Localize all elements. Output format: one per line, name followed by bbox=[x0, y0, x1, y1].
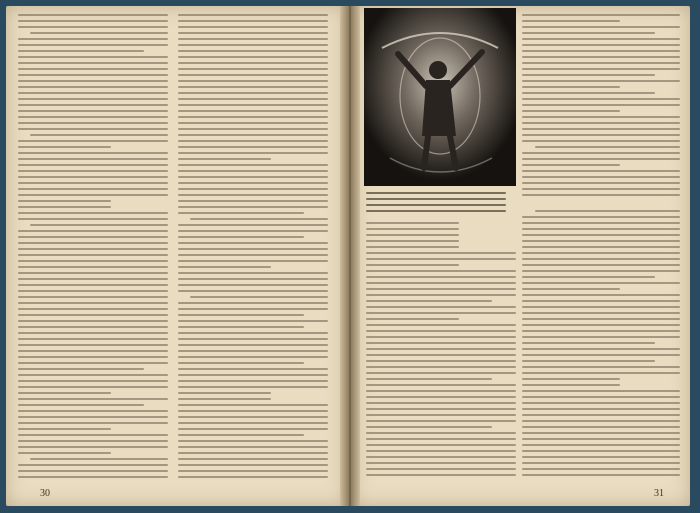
text-line bbox=[18, 38, 168, 40]
text-line bbox=[18, 14, 168, 16]
text-line bbox=[178, 152, 328, 154]
right-page-text-column-2 bbox=[522, 210, 680, 484]
text-line bbox=[18, 194, 168, 196]
text-line bbox=[522, 426, 680, 428]
text-line bbox=[522, 158, 680, 160]
text-line bbox=[18, 218, 168, 220]
text-line bbox=[18, 260, 168, 262]
text-line bbox=[178, 416, 328, 418]
text-line bbox=[178, 374, 328, 376]
text-line bbox=[18, 98, 168, 100]
text-line bbox=[178, 278, 328, 280]
text-line bbox=[178, 428, 328, 430]
text-line bbox=[178, 242, 328, 244]
text-line bbox=[18, 50, 144, 52]
text-line bbox=[18, 302, 168, 304]
text-line bbox=[30, 134, 168, 136]
text-line bbox=[178, 110, 328, 112]
text-line bbox=[522, 38, 680, 40]
text-line bbox=[18, 344, 168, 346]
text-line bbox=[178, 20, 328, 22]
text-line bbox=[18, 446, 168, 448]
text-line bbox=[522, 152, 680, 154]
text-line bbox=[18, 410, 168, 412]
text-line bbox=[18, 122, 168, 124]
text-line bbox=[178, 38, 328, 40]
text-line bbox=[18, 68, 168, 70]
text-line bbox=[178, 92, 328, 94]
text-line bbox=[18, 248, 168, 250]
text-line bbox=[366, 378, 492, 380]
text-line bbox=[522, 14, 680, 16]
text-line bbox=[522, 122, 680, 124]
text-line bbox=[178, 434, 304, 436]
text-line bbox=[522, 116, 680, 118]
figure-photograph bbox=[364, 8, 516, 186]
text-line bbox=[522, 98, 680, 100]
text-line bbox=[18, 440, 168, 442]
text-line bbox=[18, 368, 144, 370]
text-line bbox=[178, 464, 328, 466]
text-line bbox=[366, 408, 516, 410]
text-line bbox=[522, 408, 680, 410]
page-number-left: 30 bbox=[40, 488, 50, 499]
text-line bbox=[522, 294, 680, 296]
text-line bbox=[18, 476, 168, 478]
text-line bbox=[18, 20, 168, 22]
text-line bbox=[366, 210, 506, 212]
text-line bbox=[366, 402, 516, 404]
text-line bbox=[522, 62, 680, 64]
text-line bbox=[18, 230, 168, 232]
text-line bbox=[522, 110, 620, 112]
text-line bbox=[366, 330, 516, 332]
text-line bbox=[178, 212, 304, 214]
text-line bbox=[522, 306, 680, 308]
text-line bbox=[18, 314, 168, 316]
text-line bbox=[522, 86, 620, 88]
text-line bbox=[18, 44, 168, 46]
text-line bbox=[366, 306, 516, 308]
text-line bbox=[522, 20, 620, 22]
text-line bbox=[18, 182, 168, 184]
text-line bbox=[178, 308, 328, 310]
text-line bbox=[522, 228, 680, 230]
text-line bbox=[178, 140, 328, 142]
text-line bbox=[366, 240, 459, 242]
text-line bbox=[522, 264, 680, 266]
text-line bbox=[178, 344, 328, 346]
text-line bbox=[18, 56, 168, 58]
text-line bbox=[522, 182, 680, 184]
text-line bbox=[522, 74, 655, 76]
text-line bbox=[178, 290, 328, 292]
text-line bbox=[522, 366, 680, 368]
text-line bbox=[522, 104, 680, 106]
text-line bbox=[522, 444, 680, 446]
text-line bbox=[18, 422, 168, 424]
text-line bbox=[178, 62, 328, 64]
text-line bbox=[522, 164, 620, 166]
text-line bbox=[178, 170, 328, 172]
text-line bbox=[178, 194, 328, 196]
text-line bbox=[178, 398, 271, 400]
text-line bbox=[366, 384, 516, 386]
text-line bbox=[366, 324, 516, 326]
text-line bbox=[522, 288, 620, 290]
text-line bbox=[18, 212, 168, 214]
text-line bbox=[522, 432, 680, 434]
text-line bbox=[366, 354, 516, 356]
illustration-icon bbox=[364, 8, 516, 186]
text-line bbox=[18, 428, 111, 430]
text-line bbox=[178, 284, 328, 286]
text-line bbox=[18, 308, 168, 310]
text-line bbox=[18, 470, 168, 472]
text-line bbox=[178, 446, 328, 448]
text-line bbox=[366, 336, 516, 338]
text-line bbox=[522, 92, 655, 94]
text-line bbox=[178, 422, 328, 424]
text-line bbox=[178, 410, 328, 412]
text-line bbox=[522, 300, 680, 302]
text-line bbox=[178, 236, 304, 238]
text-line bbox=[366, 390, 516, 392]
text-line bbox=[18, 284, 168, 286]
text-line bbox=[18, 380, 168, 382]
page-number-right: 31 bbox=[654, 488, 664, 499]
text-line bbox=[366, 264, 459, 266]
text-line bbox=[522, 462, 680, 464]
text-line bbox=[18, 296, 168, 298]
text-line bbox=[178, 386, 328, 388]
text-line bbox=[522, 354, 680, 356]
text-line bbox=[522, 240, 680, 242]
text-line bbox=[522, 134, 680, 136]
text-line bbox=[366, 294, 516, 296]
text-line bbox=[535, 146, 680, 148]
left-page-text-column-2 bbox=[178, 14, 328, 484]
text-line bbox=[18, 350, 168, 352]
text-line bbox=[18, 140, 168, 142]
text-line bbox=[366, 252, 516, 254]
text-line bbox=[522, 234, 680, 236]
text-line bbox=[18, 188, 168, 190]
book-gutter bbox=[340, 6, 360, 506]
text-line bbox=[178, 224, 328, 226]
text-line bbox=[366, 462, 516, 464]
text-line bbox=[18, 92, 168, 94]
text-line bbox=[18, 86, 168, 88]
text-line bbox=[366, 234, 459, 236]
text-line bbox=[522, 170, 680, 172]
text-line bbox=[178, 362, 304, 364]
text-line bbox=[522, 450, 680, 452]
text-line bbox=[366, 318, 459, 320]
text-line bbox=[522, 312, 680, 314]
left-page-text-column-1 bbox=[18, 14, 168, 484]
text-line bbox=[178, 86, 328, 88]
text-line bbox=[18, 386, 168, 388]
text-line bbox=[178, 266, 271, 268]
text-line bbox=[178, 14, 328, 16]
text-line bbox=[178, 380, 328, 382]
text-line bbox=[366, 426, 492, 428]
text-line bbox=[522, 414, 680, 416]
text-line bbox=[30, 458, 168, 460]
text-line bbox=[18, 164, 168, 166]
text-line bbox=[18, 464, 168, 466]
text-line bbox=[18, 116, 168, 118]
text-line bbox=[178, 206, 328, 208]
text-line bbox=[18, 158, 168, 160]
text-line bbox=[522, 50, 680, 52]
text-line bbox=[366, 228, 459, 230]
text-line bbox=[178, 50, 328, 52]
text-line bbox=[178, 68, 328, 70]
text-line bbox=[178, 326, 304, 328]
text-line bbox=[522, 26, 680, 28]
text-line bbox=[178, 164, 328, 166]
text-line bbox=[522, 402, 680, 404]
text-line bbox=[522, 56, 680, 58]
text-line bbox=[366, 276, 516, 278]
text-line bbox=[178, 146, 328, 148]
text-line bbox=[18, 146, 111, 148]
text-line bbox=[18, 152, 168, 154]
text-line bbox=[18, 74, 168, 76]
text-line bbox=[366, 414, 516, 416]
text-line bbox=[18, 278, 168, 280]
text-line bbox=[18, 200, 111, 202]
text-line bbox=[366, 366, 516, 368]
text-line bbox=[18, 206, 111, 208]
text-line bbox=[18, 26, 168, 28]
text-line bbox=[178, 158, 271, 160]
text-line bbox=[178, 248, 328, 250]
text-line bbox=[522, 378, 620, 380]
text-line bbox=[535, 210, 680, 212]
text-line bbox=[18, 62, 168, 64]
text-line bbox=[178, 176, 328, 178]
text-line bbox=[522, 474, 680, 476]
text-line bbox=[522, 194, 680, 196]
text-line bbox=[18, 326, 168, 328]
text-line bbox=[366, 282, 516, 284]
text-line bbox=[178, 26, 328, 28]
right-page-text-column-top bbox=[522, 14, 680, 204]
text-line bbox=[366, 372, 516, 374]
text-line bbox=[522, 456, 680, 458]
text-line bbox=[522, 176, 680, 178]
text-line bbox=[178, 314, 304, 316]
text-line bbox=[18, 332, 168, 334]
text-line bbox=[522, 44, 680, 46]
text-line bbox=[366, 204, 506, 206]
text-line bbox=[178, 116, 328, 118]
text-line bbox=[178, 368, 328, 370]
text-line bbox=[522, 68, 680, 70]
text-line bbox=[522, 336, 680, 338]
text-line bbox=[18, 374, 168, 376]
text-line bbox=[522, 270, 680, 272]
text-line bbox=[178, 182, 328, 184]
text-line bbox=[178, 392, 271, 394]
text-line bbox=[522, 128, 680, 130]
text-line bbox=[522, 258, 680, 260]
text-line bbox=[178, 80, 328, 82]
text-line bbox=[366, 192, 506, 194]
text-line bbox=[366, 246, 459, 248]
text-line bbox=[18, 104, 168, 106]
text-line bbox=[18, 266, 168, 268]
text-line bbox=[178, 476, 328, 478]
text-line bbox=[178, 32, 328, 34]
text-line bbox=[178, 188, 328, 190]
text-line bbox=[18, 80, 168, 82]
text-line bbox=[366, 438, 516, 440]
text-line bbox=[522, 360, 655, 362]
text-line bbox=[522, 438, 680, 440]
text-line bbox=[366, 474, 516, 476]
text-line bbox=[522, 390, 680, 392]
text-line bbox=[522, 32, 655, 34]
text-line bbox=[366, 450, 516, 452]
text-line bbox=[366, 222, 459, 224]
text-line bbox=[18, 434, 168, 436]
text-line bbox=[178, 128, 328, 130]
text-line bbox=[366, 420, 516, 422]
text-line bbox=[190, 296, 328, 298]
text-line bbox=[18, 110, 168, 112]
text-line bbox=[18, 170, 168, 172]
text-line bbox=[178, 122, 328, 124]
text-line bbox=[178, 272, 328, 274]
text-line bbox=[522, 222, 680, 224]
text-line bbox=[178, 230, 328, 232]
text-line bbox=[366, 198, 506, 200]
right-page-text-column-1 bbox=[366, 222, 516, 484]
text-line bbox=[178, 356, 328, 358]
text-line bbox=[18, 236, 168, 238]
text-line bbox=[522, 276, 655, 278]
text-line bbox=[522, 396, 680, 398]
text-line bbox=[178, 332, 328, 334]
text-line bbox=[18, 176, 168, 178]
text-line bbox=[18, 392, 111, 394]
text-line bbox=[522, 282, 680, 284]
text-line bbox=[178, 404, 328, 406]
text-line bbox=[178, 104, 328, 106]
text-line bbox=[366, 456, 516, 458]
text-line bbox=[178, 74, 328, 76]
text-line bbox=[178, 44, 328, 46]
text-line bbox=[178, 98, 328, 100]
text-line bbox=[366, 348, 516, 350]
text-line bbox=[366, 432, 516, 434]
text-line bbox=[522, 342, 655, 344]
text-line bbox=[522, 384, 620, 386]
text-line bbox=[522, 246, 680, 248]
text-line bbox=[366, 444, 516, 446]
text-line bbox=[366, 300, 492, 302]
text-line bbox=[522, 80, 680, 82]
text-line bbox=[30, 224, 168, 226]
text-line bbox=[522, 420, 680, 422]
text-line bbox=[366, 270, 516, 272]
text-line bbox=[18, 404, 144, 406]
text-line bbox=[178, 260, 328, 262]
text-line bbox=[18, 290, 168, 292]
text-line bbox=[366, 396, 516, 398]
text-line bbox=[178, 440, 328, 442]
text-line bbox=[178, 302, 328, 304]
text-line bbox=[18, 452, 111, 454]
text-line bbox=[522, 140, 680, 142]
text-line bbox=[366, 360, 516, 362]
text-line bbox=[366, 342, 516, 344]
text-line bbox=[522, 252, 680, 254]
text-line bbox=[366, 312, 516, 314]
text-line bbox=[522, 348, 680, 350]
text-line bbox=[366, 288, 516, 290]
text-line bbox=[18, 128, 168, 130]
text-line bbox=[522, 330, 680, 332]
text-line bbox=[178, 452, 328, 454]
text-line bbox=[522, 468, 680, 470]
text-line bbox=[18, 356, 168, 358]
text-line bbox=[178, 56, 328, 58]
text-line bbox=[178, 338, 328, 340]
text-line bbox=[178, 254, 328, 256]
figure-caption bbox=[366, 192, 506, 214]
text-line bbox=[522, 318, 680, 320]
text-line bbox=[522, 324, 680, 326]
text-line bbox=[178, 320, 328, 322]
text-line bbox=[18, 254, 168, 256]
text-line bbox=[522, 188, 680, 190]
text-line bbox=[190, 218, 328, 220]
text-line bbox=[178, 470, 328, 472]
text-line bbox=[366, 468, 516, 470]
text-line bbox=[178, 458, 328, 460]
text-line bbox=[30, 32, 168, 34]
text-line bbox=[366, 258, 516, 260]
text-line bbox=[18, 242, 168, 244]
text-line bbox=[18, 398, 168, 400]
text-line bbox=[18, 362, 168, 364]
text-line bbox=[18, 416, 168, 418]
text-line bbox=[18, 320, 168, 322]
text-line bbox=[178, 350, 328, 352]
text-line bbox=[178, 200, 328, 202]
text-line bbox=[18, 338, 168, 340]
text-line bbox=[522, 372, 680, 374]
text-line bbox=[522, 216, 680, 218]
text-line bbox=[178, 134, 328, 136]
text-line bbox=[18, 272, 168, 274]
